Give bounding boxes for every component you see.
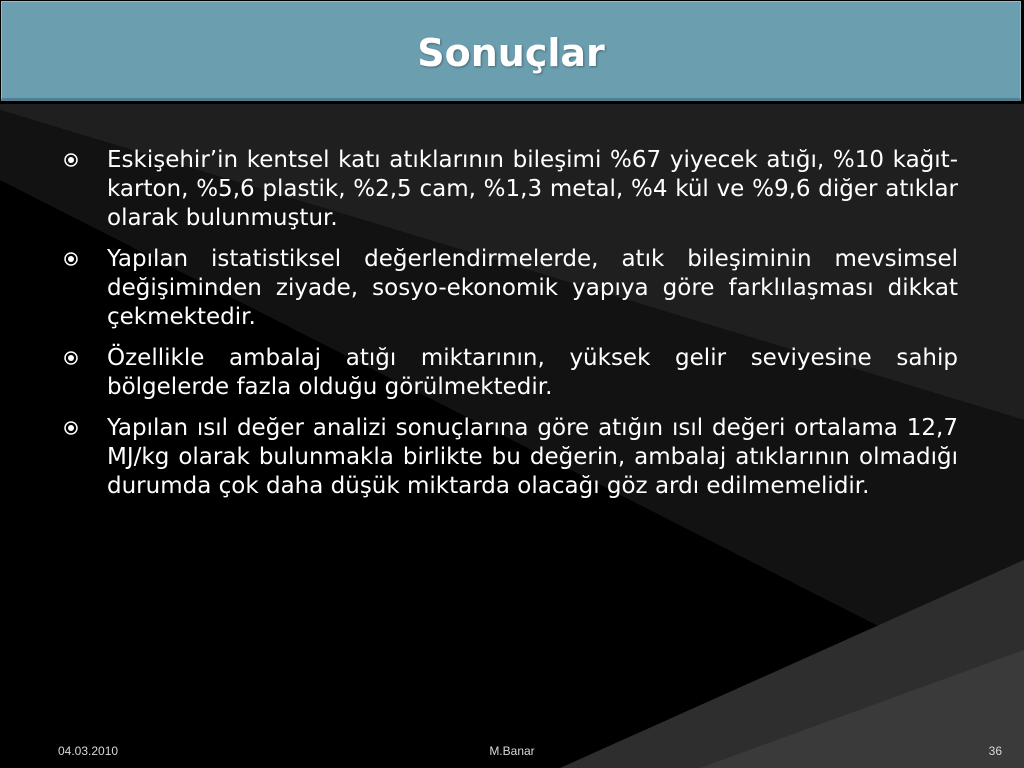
bullet-text: Özellikle ambalaj atığı miktarının, yüksek gelir seviyesine sahip bölgelerde fazla olduğu görülmektedir. bbox=[107, 345, 958, 400]
footer-page-number: 36 bbox=[988, 744, 1002, 758]
bullet-text: Yapılan ısıl değer analizi sonuçlarına göre atığın ısıl değeri ortalama 12,7 MJ/kg olarak bulunmakla birlikte bu değerin, ambalaj atıklarının olmadığı durumda çok daha düşük miktarda olacağı göz ardı edilmemelidir. bbox=[107, 415, 958, 499]
bullet-item bbox=[64, 344, 958, 402]
title-bar bbox=[1, 1, 1021, 101]
footer-date: 04.03.2010 bbox=[58, 744, 119, 758]
circle-bullet-icon bbox=[64, 252, 78, 266]
bullet-item bbox=[64, 414, 958, 501]
bullet-item bbox=[64, 146, 958, 233]
footer-author: M.Banar bbox=[489, 744, 535, 758]
bullet-text: Yapılan istatistiksel değerlendirmelerde, atık bileşiminin mevsimsel değişiminden ziyade, sosyo-ekonomik yapıya göre farklılaşması dikkat çekmektedir. bbox=[107, 246, 958, 330]
bullet-item bbox=[64, 245, 958, 332]
circle-bullet-icon bbox=[64, 351, 78, 365]
bullet-list bbox=[64, 146, 958, 513]
bullet-text: Eskişehir’in kentsel katı atıklarının bileşimi %67 yiyecek atığı, %10 kağıt-karton, %5,6 plastik, %2,5 cam, %1,3 metal, %4 kül ve %9,6 diğer atıklar olarak bulunmuştur. bbox=[107, 147, 958, 231]
slide-title: Sonuçlar bbox=[417, 31, 605, 75]
circle-bullet-icon bbox=[64, 153, 78, 167]
circle-bullet-icon bbox=[64, 421, 78, 435]
